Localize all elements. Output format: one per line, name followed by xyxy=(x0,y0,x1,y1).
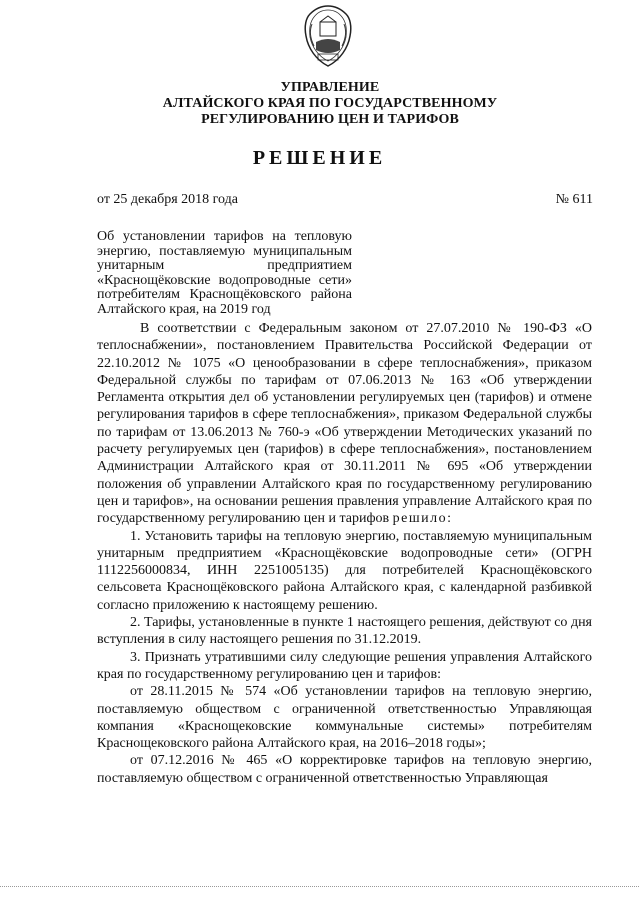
decision-subject: Об установлении тарифов на тепловую энергию, поставляемую муниципальным унитарным предприятием «Краснощёковские водопроводные сети» потребителям Краснощёковского района Алтайского края, на 2019 год xyxy=(97,229,352,317)
coat-of-arms-emblem xyxy=(298,4,358,68)
document-title: РЕШЕНИЕ xyxy=(252,147,387,169)
decision-date: от 25 декабря 2018 года xyxy=(97,192,238,207)
org-name-line1: УПРАВЛЕНИЕ xyxy=(280,80,380,95)
item-3b: от 07.12.2016 № 465 «О корректировке тарифов на тепловую энергию, поставляемую обществом с ограниченной ответственностью Управляющая xyxy=(97,753,592,786)
item-3: 3. Признать утратившими силу следующие решения управления Алтайского края по государственному регулированию цен и тарифов: xyxy=(97,649,592,682)
preamble-text: В соответствии с Федеральным законом от 27.07.2010 № 190-ФЗ «О теплоснабжении», постановлением Правительства Российской Федерации от 22.10.2012 № 1075 «О ценообразовании в сфере теплоснабжения», приказом Федеральной службы по тарифам от 07.06.2013 № 163 «Об утверждении Регламента открытия дел об установлении регулируемых цен (тарифов) и отмене регулирования тарифов в сфере теплоснабжения», приказом Федеральной службы по тарифам от 13.06.2013 № 760-э «Об утверждении Методических указаний по расчету регулируемых цен (тарифов) в сфере теплоснабжения», постановлением Администрации Алтайского края от 30.11.2011 № 695 «Об утверждении положения об управлении Алтайского края по государственному регулированию цен и тарифов», на основании решения правления управление Алтайского края по государственному регулированию цен и тарифов xyxy=(97,321,592,527)
page-bottom-divider xyxy=(0,886,639,887)
resolve-word: решило: xyxy=(392,511,453,527)
preamble-paragraph xyxy=(97,320,592,528)
decision-body xyxy=(97,320,592,787)
item-1: 1. Установить тарифы на тепловую энергию, поставляемую муниципальным унитарным предприятием «Краснощёковские водопроводные сети» (ОГРН 1112256000834, ИНН 2251005135) для потребителей Краснощёковского сельсовета Краснощёковского района Алтайского края, с календарной разбивкой согласно приложению к настоящему решению. xyxy=(97,528,592,613)
item-3a: от 28.11.2015 № 574 «Об установлении тарифов на тепловую энергию, поставляемую обществом с ограниченной ответственностью Управляющая компания «Краснощековские коммунальные системы» потребителям Краснощековского района Алтайского края, на 2016–2018 годы»; xyxy=(97,684,592,752)
org-name-line3: РЕГУЛИРОВАНИЮ ЦЕН И ТАРИФОВ xyxy=(201,112,459,127)
decision-number: № 611 xyxy=(555,192,593,207)
org-name-line2: АЛТАЙСКОГО КРАЯ ПО ГОСУДАРСТВЕННОМУ xyxy=(162,96,498,111)
item-2: 2. Тарифы, установленные в пункте 1 настоящего решения, действуют со дня вступления в силу настоящего решения по 31.12.2019. xyxy=(97,615,592,648)
